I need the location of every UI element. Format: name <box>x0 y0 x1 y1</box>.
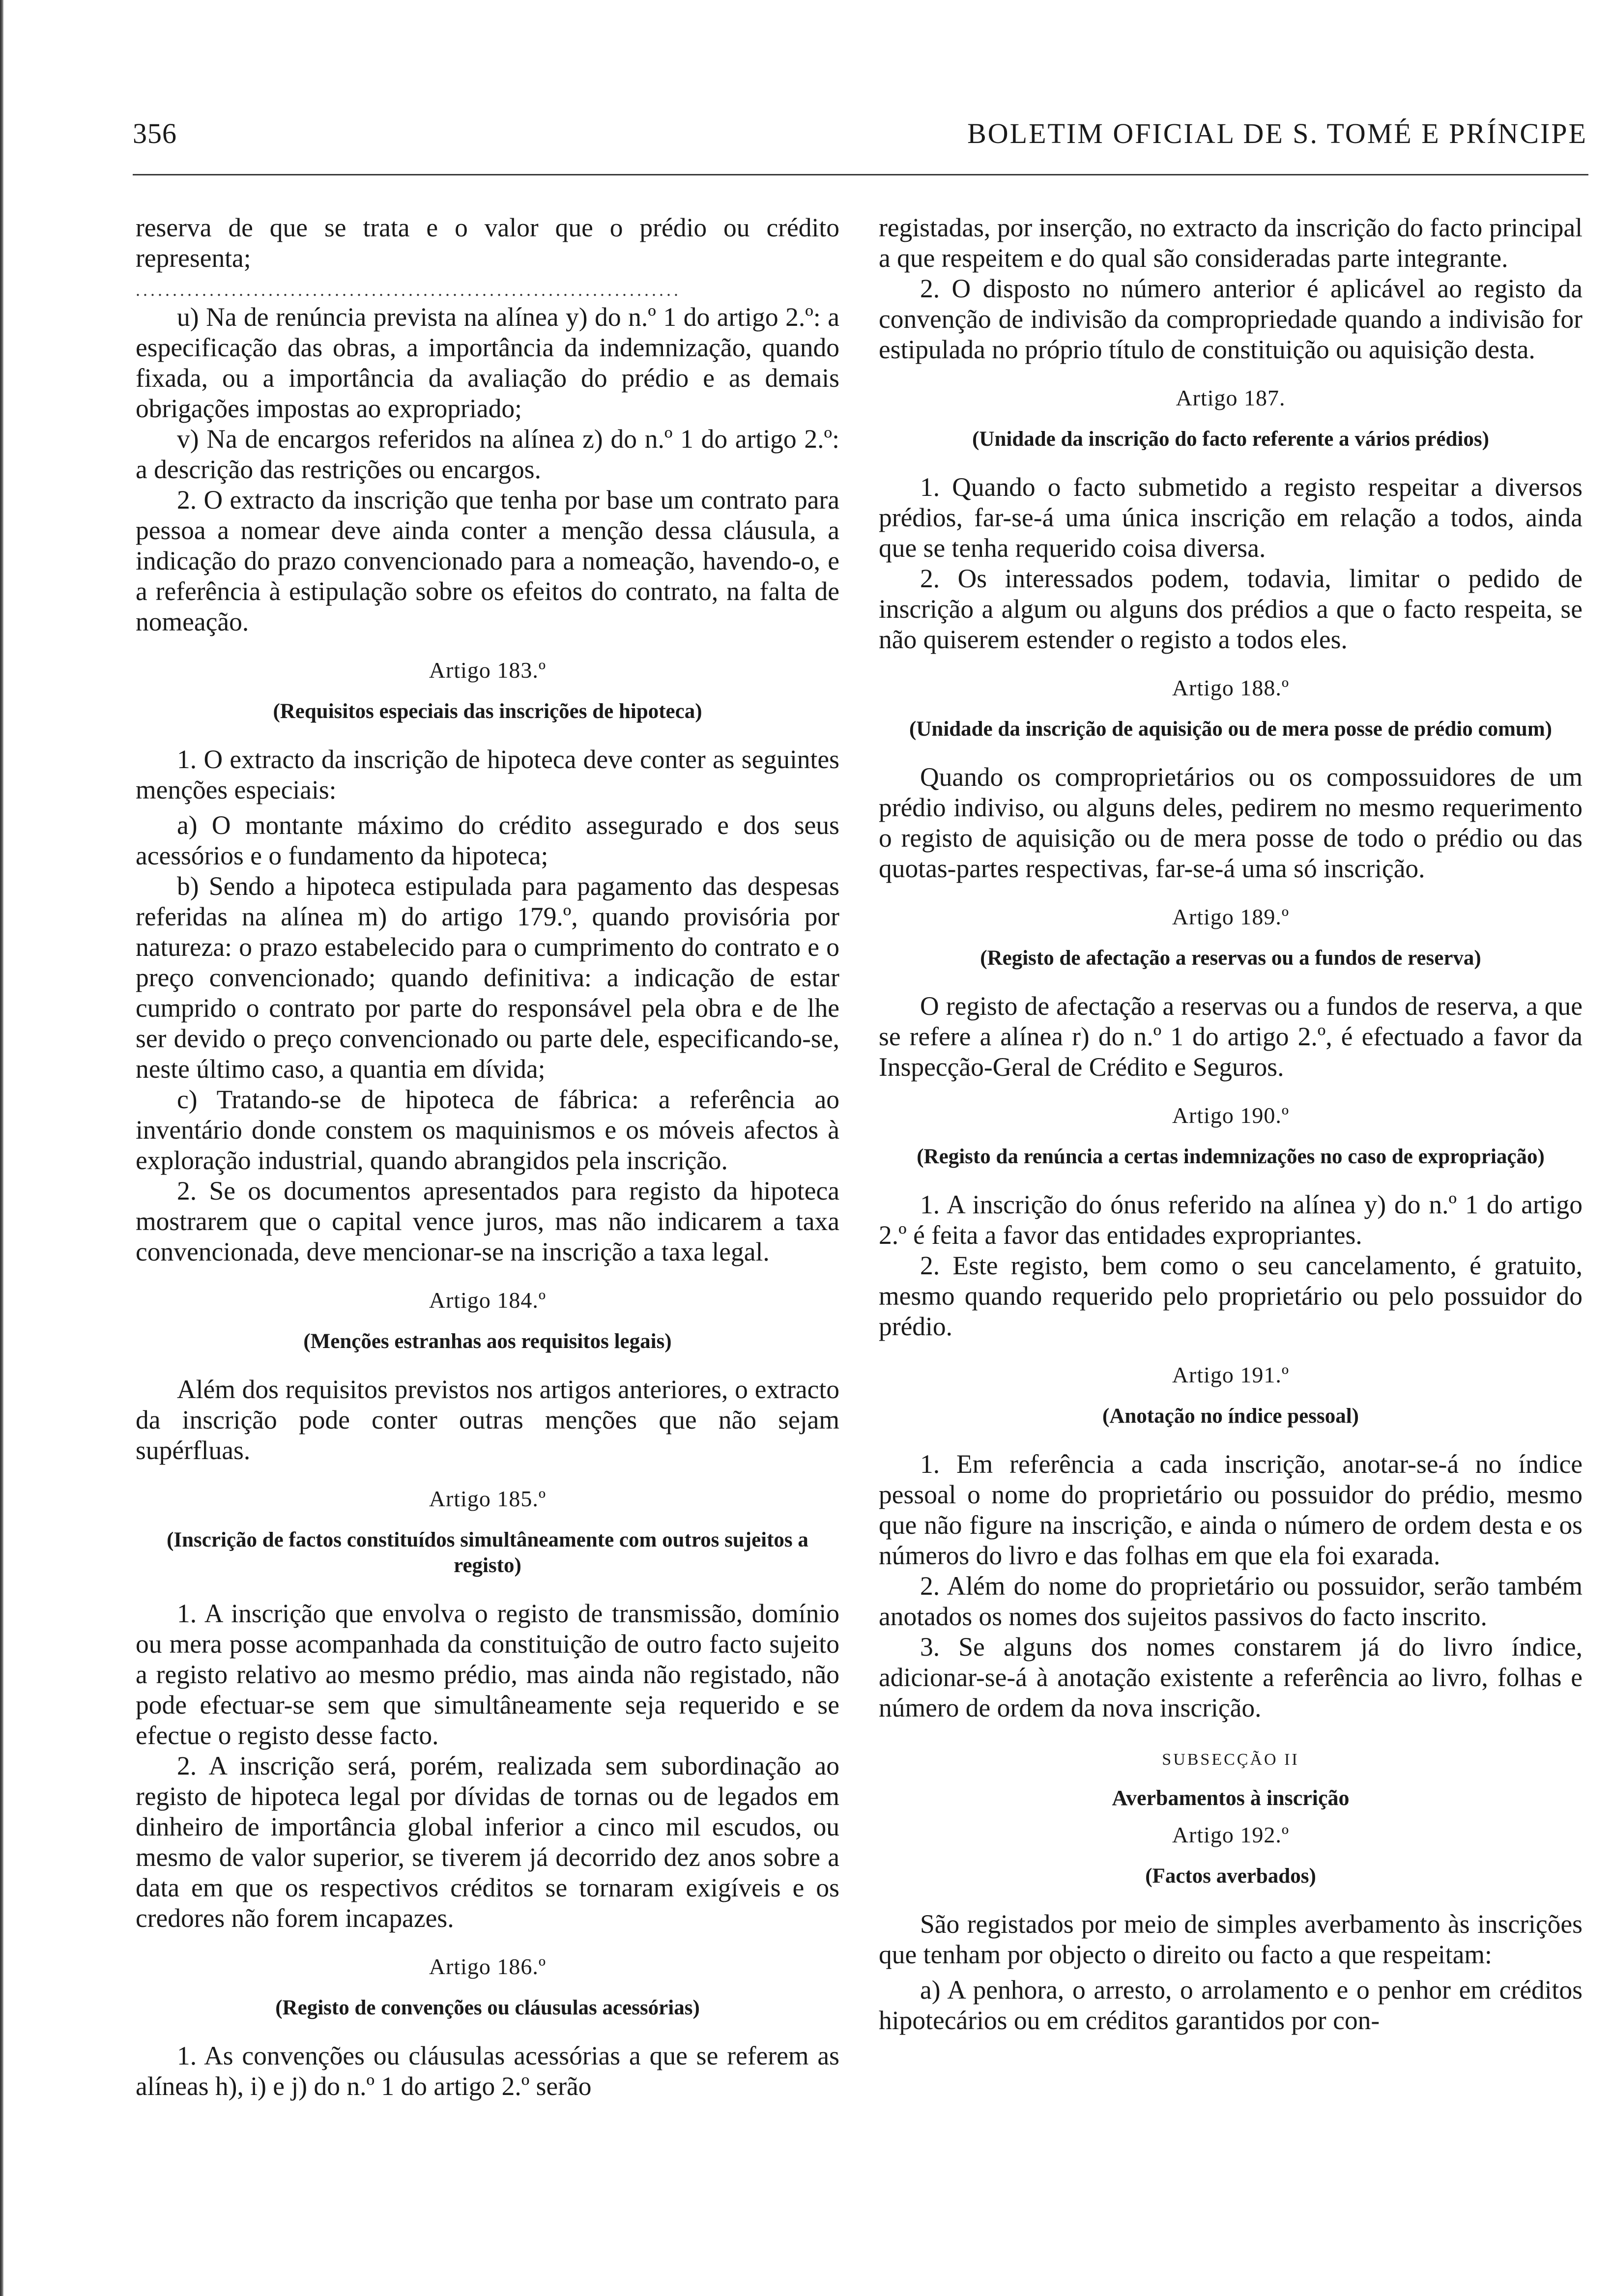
page-header <box>133 117 1587 156</box>
article-heading: Artigo 187. <box>1176 385 1286 410</box>
left-column <box>136 212 839 2101</box>
paragraph: 2. Além do nome do proprietário ou possuidor, serão também anotados os nomes dos sujeitos passivos do facto inscrito. <box>879 1571 1583 1631</box>
article-heading: Artigo 188.º <box>1172 675 1290 700</box>
paragraph: 2. Este registo, bem como o seu cancelamento, é gratuito, mesmo quando requerido pelo proprietário ou pelo possuidor do prédio. <box>879 1251 1583 1341</box>
article-heading: Artigo 189.º <box>1172 904 1290 929</box>
list-item-c: c) Tratando-se de hipoteca de fábrica: a referência ao inventário donde constem os maquinismos e os móveis afectos à exploração industrial, quando abrangidos pela inscrição. <box>136 1085 839 1175</box>
article-title: (Anotação no índice pessoal) <box>1102 1405 1359 1428</box>
article-title: (Registo de convenções ou cláusulas acessórias) <box>275 1996 700 2019</box>
subsection-title: Averbamentos à inscrição <box>1112 1786 1350 1810</box>
paragraph: reserva de que se trata e o valor que o prédio ou crédito representa; <box>136 213 839 273</box>
ellipsis-separator: .......................................................................... <box>136 280 681 300</box>
article-heading: Artigo 191.º <box>1172 1362 1290 1387</box>
paragraph: São registados por meio de simples averbamento às inscrições que tenham por objecto o direito ou facto a que respeitam: <box>879 1909 1583 1969</box>
paragraph: Além dos requisitos previstos nos artigos anteriores, o extracto da inscrição pode conter outras menções que não sejam supérfluas. <box>136 1375 839 1465</box>
paragraph: 2. O disposto no número anterior é aplicável ao registo da convenção de indivisão da compropriedade quando a indivisão for estipulada no próprio título de constituição ou aquisição desta. <box>879 274 1583 364</box>
list-item-u: u) Na de renúncia prevista na alínea y) do n.º 1 do artigo 2.º: a especificação das obras, a importância da indemnização, quando fixada, ou a importância da avaliação do prédio e as demais obrigações impostas ao expropriado; <box>136 302 839 423</box>
list-item-v: v) Na de encargos referidos na alínea z) do n.º 1 do artigo 2.º: a descrição das restrições ou encargos. <box>136 424 839 484</box>
article-title: (Requisitos especiais das inscrições de hipoteca) <box>273 700 702 723</box>
article-title: (Menções estranhas aos requisitos legais) <box>303 1330 672 1353</box>
paragraph: Quando os comproprietários ou os compossuidores de um prédio indiviso, ou alguns deles, pedirem no mesmo requerimento o registo de aquisição ou de mera posse de todo o prédio ou das quotas-partes respectivas, far-se-á uma só inscrição. <box>879 762 1583 883</box>
paragraph: 1. As convenções ou cláusulas acessórias a que se referem as alíneas h), i) e j) do n.º 1 do artigo 2.º serão <box>136 2041 839 2101</box>
header-rule <box>133 174 1588 175</box>
list-item-a: a) O montante máximo do crédito assegurado e dos seus acessórios e o fundamento da hipoteca; <box>136 810 839 870</box>
paragraph: 2. Se os documentos apresentados para registo da hipoteca mostrarem que o capital vence juros, mas não indicarem a taxa convencionada, deve mencionar-se na inscrição a taxa legal. <box>136 1176 839 1266</box>
article-heading: Artigo 186.º <box>429 1954 547 1979</box>
article-heading: Artigo 192.º <box>1172 1822 1290 1847</box>
paragraph: 1. A inscrição do ónus referido na alínea y) do n.º 1 do artigo 2.º é feita a favor das entidades expropriantes. <box>879 1190 1583 1250</box>
paragraph: 1. Quando o facto submetido a registo respeitar a diversos prédios, far-se-á uma única inscrição em relação a todos, ainda que se tenha requerido coisa diversa. <box>879 472 1583 563</box>
article-title: (Inscrição de factos constituídos simultâneamente com outros sujeitos a registo) <box>167 1528 808 1577</box>
subsection-label: SUBSECÇÃO II <box>1162 1751 1299 1769</box>
page-number: 356 <box>133 117 177 149</box>
paragraph: 1. O extracto da inscrição de hipoteca deve conter as seguintes menções especiais: <box>136 745 839 804</box>
article-heading: Artigo 184.º <box>429 1288 547 1313</box>
article-title: (Registo de afectação a reservas ou a fundos de reserva) <box>980 947 1481 970</box>
paragraph: 3. Se alguns dos nomes constarem já do livro índice, adicionar-se-á à anotação existente a referência ao livro, folhas e número de ordem da nova inscrição. <box>879 1632 1583 1722</box>
article-title: (Unidade da inscrição do facto referente a vários prédios) <box>972 428 1489 451</box>
article-heading: Artigo 190.º <box>1172 1103 1290 1128</box>
running-title: BOLETIM OFICIAL DE S. TOMÉ E PRÍNCIPE <box>967 117 1587 149</box>
paragraph: O registo de afectação a reservas ou a fundos de reserva, a que se refere a alínea r) do n.º 1 do artigo 2.º, é efectuado a favor da Inspecção-Geral de Crédito e Seguros. <box>879 991 1583 1082</box>
article-title: (Factos averbados) <box>1145 1865 1316 1888</box>
paragraph: 2. O extracto da inscrição que tenha por base um contrato para pessoa a nomear deve ainda conter a menção dessa cláusula, a indicação do prazo convencionado para a nomeação, havendo-o, e a referência à estipulação sobre os efeitos do contrato, na falta de nomeação. <box>136 485 839 636</box>
list-item-a: a) A penhora, o arresto, o arrolamento e o penhor em créditos hipotecários ou em créditos garantidos por con- <box>879 1975 1583 2035</box>
paragraph: 1. A inscrição que envolva o registo de transmissão, domínio ou mera posse acompanhada da constituição de outro facto sujeito a registo relativo ao mesmo prédio, mas ainda não registado, não pode efectuar-se sem que simultâneamente seja requerido e se efectue o registo desse facto. <box>136 1599 839 1750</box>
right-column <box>879 212 1583 2036</box>
paragraph: 2. A inscrição será, porém, realizada sem subordinação ao registo de hipoteca legal por dívidas de tornas ou de legados em dinheiro de importância global inferior a cinco mil escudos, ou mesmo de valor superior, se tiverem já decorrido dez anos sobre a data em que os respectivos créditos se tornaram exigíveis e os credores não forem incapazes. <box>136 1751 839 1933</box>
article-title: (Registo da renúncia a certas indemnizações no caso de expropriação) <box>917 1145 1545 1168</box>
scan-edge <box>0 0 4 2296</box>
paragraph: 1. Em referência a cada inscrição, anotar-se-á no índice pessoal o nome do proprietário ou possuidor do prédio, mesmo que não figure na inscrição, e ainda o número de ordem desta e os números do livro e das folhas em que ela foi exarada. <box>879 1449 1583 1570</box>
article-title: (Unidade da inscrição de aquisição ou de mera posse de prédio comum) <box>909 718 1552 741</box>
paragraph: registadas, por inserção, no extracto da inscrição do facto principal a que respeitem e do qual são consideradas parte integrante. <box>879 213 1583 273</box>
paragraph: 2. Os interessados podem, todavia, limitar o pedido de inscrição a algum ou alguns dos prédios a que o facto respeita, se não quiserem estender o registo a todos eles. <box>879 564 1583 654</box>
article-heading: Artigo 183.º <box>429 658 547 683</box>
article-heading: Artigo 185.º <box>429 1486 547 1511</box>
list-item-b: b) Sendo a hipoteca estipulada para pagamento das despesas referidas na alínea m) do artigo 179.º, quando provisória por natureza: o prazo estabelecido para o cumprimento do contrato e o preço convencionado; quando definitiva: a indicação de estar cumprido o contrato por parte do responsável pela obra e de lhe ser devido o preço convencionado ou parte dele, especificando-se, neste último caso, a quantia em dívida; <box>136 871 839 1084</box>
